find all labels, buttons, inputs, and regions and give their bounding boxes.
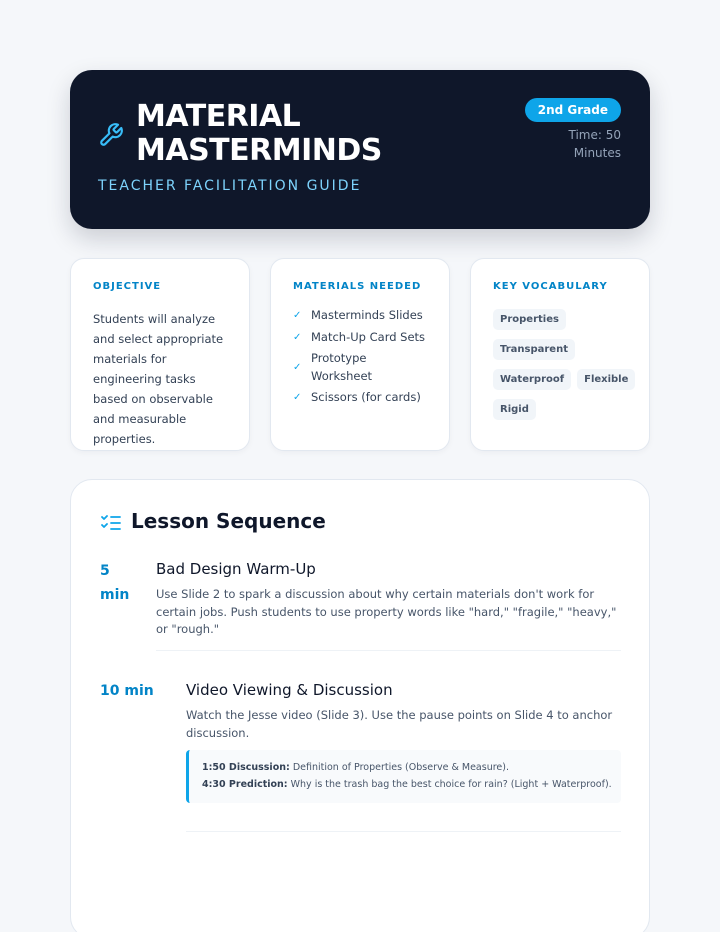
check-icon: ✓ [293, 331, 302, 343]
divider [156, 650, 621, 651]
list-item [293, 307, 443, 325]
note-text: Definition of Properties (Observe & Measure). [292, 762, 509, 773]
check-icon: ✓ [293, 392, 302, 403]
materials-card [270, 258, 450, 451]
title-line-2: MASTERMINDS [136, 133, 382, 168]
vocabulary-tags [493, 307, 643, 427]
time-label: Time: 50 Minutes [568, 128, 621, 160]
note-label: 1:50 Discussion: [202, 762, 290, 773]
step-description: Watch the Jesse video (Slide 3). Use the pause points on Slide 4 to anchor discussion. [186, 708, 613, 740]
list-item [293, 389, 443, 407]
divider [186, 831, 621, 832]
step-description: Use Slide 2 to spark a discussion about why certain materials don't work for certain jobs. Push students to use property words like "hard," "fragile," "heavy," or "rough." [156, 587, 617, 636]
material-label: Match-Up Card Sets [311, 329, 426, 344]
page-subtitle: TEACHER FACILITATION GUIDE [98, 178, 362, 194]
vocab-tag: Rigid [493, 399, 536, 420]
page-title [136, 100, 382, 168]
objective-title: OBJECTIVE [93, 281, 162, 292]
vocab-tag: Transparent [493, 339, 575, 360]
step-title: Video Viewing & Discussion [186, 681, 393, 699]
step-time: 10 min [100, 683, 154, 699]
check-icon: ✓ [293, 310, 302, 321]
material-label: Scissors (for cards) [311, 390, 421, 404]
header-banner [70, 70, 650, 229]
check-icon: ✓ [293, 361, 302, 373]
wrench-icon [98, 122, 124, 148]
material-label: Prototype Worksheet [311, 351, 373, 383]
title-line-1: MATERIAL [136, 99, 301, 134]
material-label: Masterminds Slides [311, 308, 423, 322]
objective-text: Students will analyze and select appropriate materials for engineering tasks based on observable and measurable properties. [93, 312, 224, 446]
vocab-tag: Flexible [577, 369, 635, 390]
objective-card [70, 258, 250, 451]
checklist-icon [101, 514, 121, 532]
note-text: Why is the trash bag the best choice for rain? (Light + Waterproof). [290, 779, 612, 790]
lesson-sequence-panel [70, 479, 650, 932]
vocab-tag: Waterproof [493, 369, 571, 390]
discussion-notes [186, 750, 621, 803]
step-time: 5 min [100, 563, 130, 603]
lesson-sequence-title: Lesson Sequence [131, 509, 326, 533]
vocab-tag: Properties [493, 309, 566, 330]
materials-list [293, 307, 443, 411]
materials-title: MATERIALS NEEDED [293, 281, 422, 292]
grade-badge: 2nd Grade [525, 98, 621, 122]
vocabulary-card [470, 258, 650, 451]
list-item [293, 329, 443, 347]
note-line [202, 776, 621, 793]
note-line [202, 759, 621, 776]
vocabulary-title: KEY VOCABULARY [493, 281, 608, 292]
note-label: 4:30 Prediction: [202, 779, 288, 790]
step-title: Bad Design Warm-Up [156, 560, 316, 578]
list-item [293, 350, 443, 385]
